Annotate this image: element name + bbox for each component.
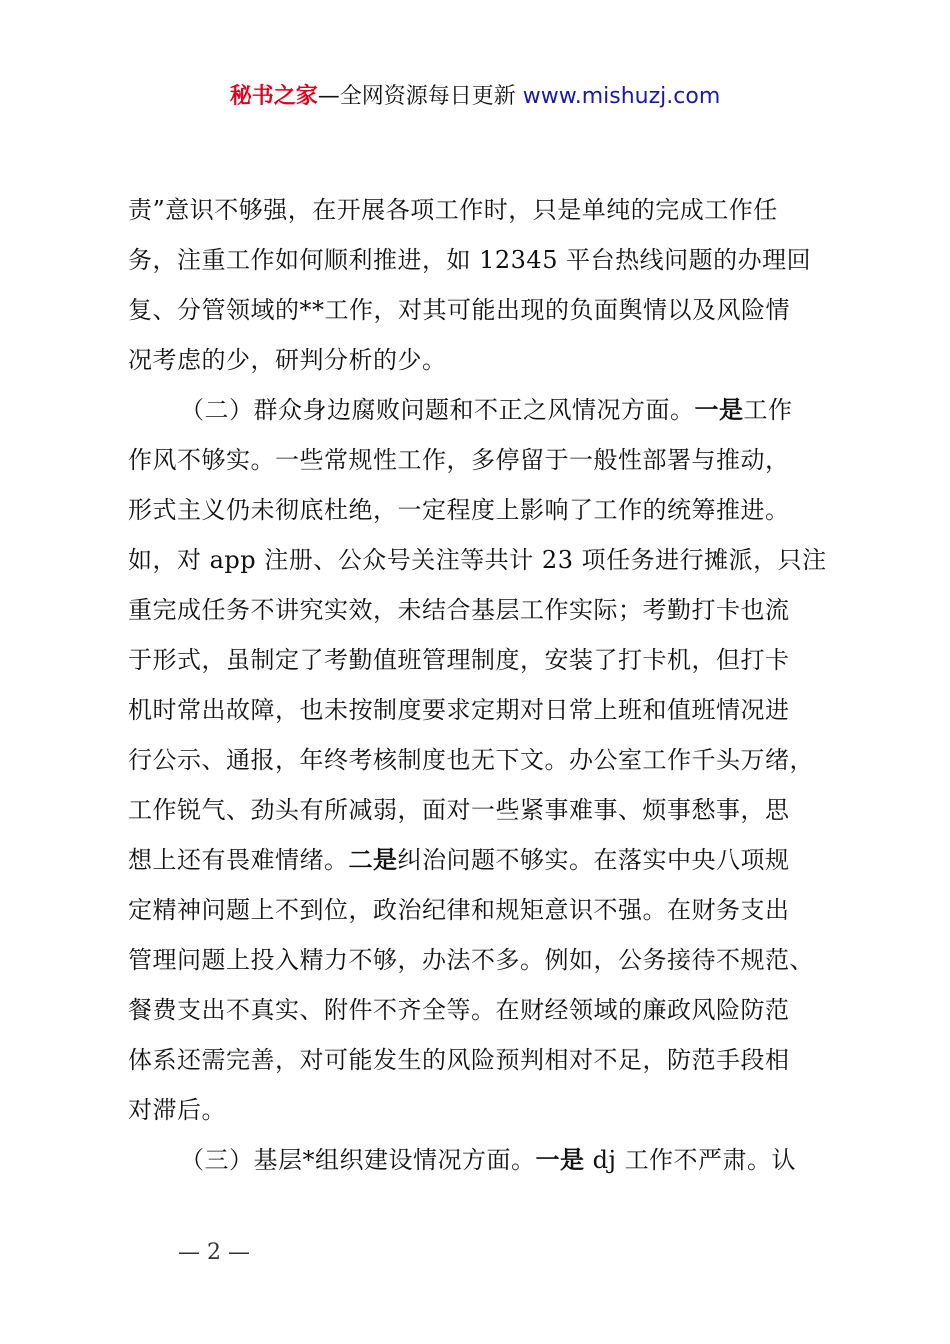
text-line: 行公示、通报，年终考核制度也无下文。办公室工作千头万绪， xyxy=(128,746,814,774)
text-line: 况考虑的少，研判分析的少。 xyxy=(128,346,447,374)
emphasis-label: 一是 xyxy=(535,1146,585,1174)
section-heading-line xyxy=(128,385,828,435)
text-line-with-emphasis xyxy=(128,835,828,885)
header-tagline: —全网资源每日更新 xyxy=(317,84,523,109)
text-line: 务，注重工作如何顺利推进，如 12345 平台热线问题的办理回 xyxy=(128,246,812,274)
text-line: 工作锐气、劲头有所减弱，面对一些紧事难事、烦事愁事，思 xyxy=(128,796,790,824)
text-fragment: dj 工作不严肃。认 xyxy=(584,1146,797,1174)
site-header xyxy=(0,82,950,112)
brand-name: 秘书之家 xyxy=(229,84,318,109)
section-heading-line xyxy=(128,1135,828,1185)
text-fragment: 纠治问题不够实。在落实中央八项规 xyxy=(397,846,790,874)
emphasis-label: 二是 xyxy=(348,846,398,874)
text-fragment: 工作 xyxy=(743,396,793,424)
text-line: 机时常出故障，也未按制度要求定期对日常上班和值班情况进 xyxy=(128,696,790,724)
text-line: 定精神问题上不到位，政治纪律和规矩意识不强。在财务支出 xyxy=(128,896,790,924)
text-line: 体系还需完善，对可能发生的风险预判相对不足，防范手段相 xyxy=(128,1046,790,1074)
text-line: 复、分管领域的**工作，对其可能出现的负面舆情以及风险情 xyxy=(128,296,790,324)
emphasis-label: 一是 xyxy=(694,396,744,424)
section-heading: （三）基层*组织建设情况方面。 xyxy=(180,1146,536,1174)
text-line: 管理问题上投入精力不够，办法不多。例如，公务接待不规范、 xyxy=(128,946,814,974)
text-line: 对滞后。 xyxy=(128,1096,226,1124)
site-url-link[interactable]: www.mishuzj.com xyxy=(522,84,721,109)
text-line: 于形式，虽制定了考勤值班管理制度，安装了打卡机，但打卡 xyxy=(128,646,790,674)
section-heading: （二）群众身边腐败问题和不正之风情况方面。 xyxy=(180,396,695,424)
text-line: 形式主义仍未彻底杜绝，一定程度上影响了工作的统筹推进。 xyxy=(128,496,790,524)
text-line: 如，对 app 注册、公众号关注等共计 23 项任务进行摊派，只注 xyxy=(128,546,827,574)
text-line: 餐费支出不真实、附件不齐全等。在财经领域的廉政风险防范 xyxy=(128,996,790,1024)
text-fragment: 想上还有畏难情绪。 xyxy=(128,846,349,874)
text-line: 作风不够实。一些常规性工作，多停留于一般性部署与推动， xyxy=(128,446,790,474)
page-number: — 2 — xyxy=(178,1240,250,1265)
text-line: 重完成任务不讲究实效，未结合基层工作实际；考勤打卡也流 xyxy=(128,596,790,624)
document-body xyxy=(128,185,828,1185)
text-line: 责”意识不够强，在开展各项工作时，只是单纯的完成工作任 xyxy=(128,196,778,224)
